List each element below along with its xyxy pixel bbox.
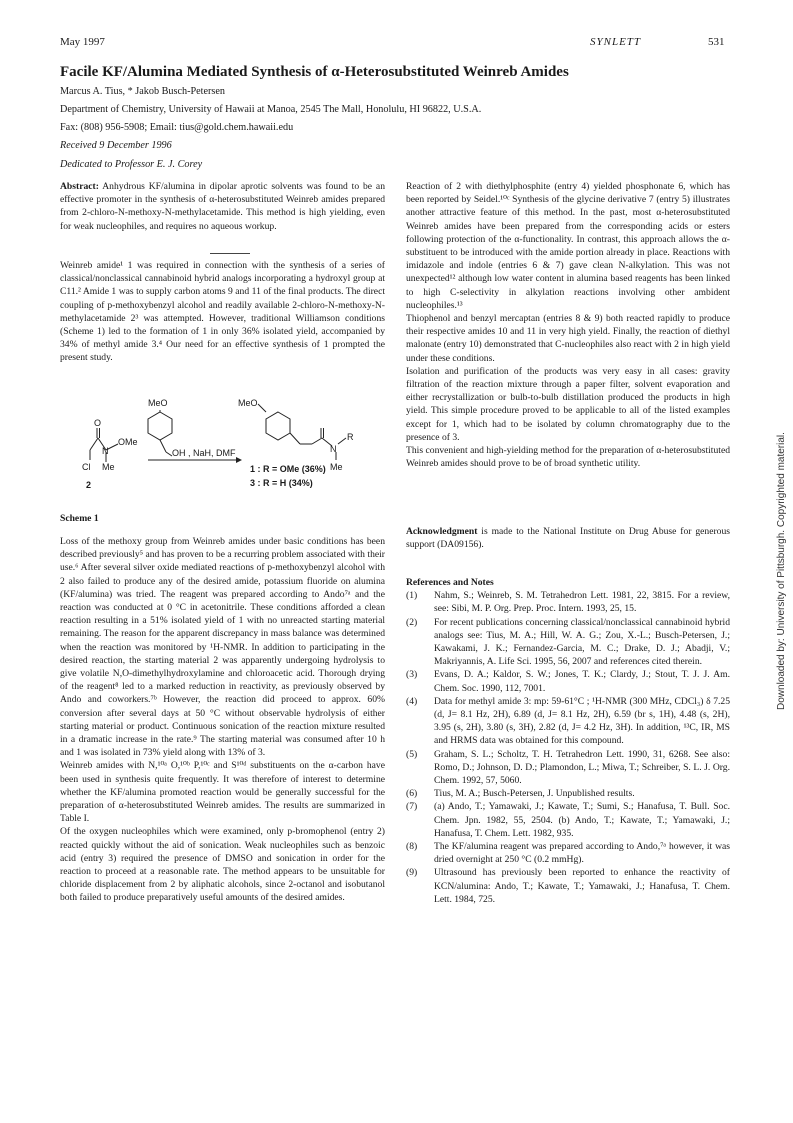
references-title: References and Notes [406,577,494,588]
acknowledgment-text: is made to the National Institute on Drug Abuse for generous support (DA09156). [406,526,730,551]
scheme-1-figure [60,390,390,500]
acknowledgment-label: Acknowledgment [406,526,478,537]
received-date: Received 9 December 1996 [60,140,172,151]
reagent-meo-label: MeO [148,398,168,408]
header-page-number: 531 [708,36,725,48]
paragraph: This convenient and high-yielding method for the preparation of α-heterosubstituted Weinreb amides should prove to be of broad synthetic utility. [406,445,730,470]
ome-label: OMe [118,437,138,447]
paragraph: Isolation and purification of the products was very easy in all cases: gravity filtration of the reaction mixture through a paper filter, solvent evaporation and either recrystallization or bulb-to-bulb distillation produced the products in high yield. This simple procedure proved to be applicable to all of the listed examples except for 1, which had to be isolated by column chromatography due to the presence of 3. [406,365,730,443]
reference-item: (7) (a) Ando, T.; Yamawaki, J.; Kawate, T.; Sumi, S.; Hanafusa, T. Bull. Soc. Chem. Jpn. 1982, 55, 2504. (b) Ando, T.; Kawate, T.; Yamawaki, J.; Hanafusa, T. Chem. Lett. 1982, 935. [406,801,730,839]
abstract [60,180,385,233]
references-section [406,576,730,906]
paragraph: Reaction of 2 with diethylphosphite (entry 4) yielded phosphonate 6, which has been reported by Seidel.¹⁰ᶜ Synthesis of the glycine derivative 7 (entry 5) illustrates another attractive feature of this method. In the past, most α-heterosubstituted Weinreb amides have been prepared from the corresponding acids or esters following protection of the α-functionality. In contrast, this approach allows the α-substituent to be introduced with the amide portion already in place. Reactions with imidazole and indole (entries 6 & 7) gave clean N-alkylation. This was not unexpected¹² although low water content in alumina based reagents has been linked to high C-selectivity in alkylation reactions involving other ambident nucleophiles.¹³ [406,181,730,311]
product-structure [238,398,354,488]
reference-item: (1) Nahm, S.; Weinreb, S. M. Tetrahedron Lett. 1981, 22, 3815. For a review, see: Sibi, M. P. Org. Prep. Proc. Intern. 1993, 25, 15. [406,590,730,615]
paragraph: Loss of the methoxy group from Weinreb amides under basic conditions has been described previously⁵ and has proven to be a recurring problem associated with their use.⁶ After several silver oxide mediated reactions of p-methoxybenzyl alcohol with 2 also failed to produce any of the desired amide, potassium fluoride on alumina (KF/alumina) was tried. The reagent was prepared according to Ando⁷ᵃ and the reaction was conducted at 0 °C in acetonitrile. These conditions afforded a clean reaction resulting in a 51% isolated yield of 1 with no unreacted starting material remaining. The reason for the apparent discrepancy in mass balance was determined when the reaction was monitored by ¹H-NMR. In addition to participating in the desired reaction, the starting material 2 was apparently undergoing hydrolysis to give volatile N,O-dimethylhydroxylamine and chloroacetic acid. Thorough drying of the reagent⁸ led to a marked reduction in reactivity, as previously observed by Ando and coworkers.⁷ᵇ However, the reaction did proceed to approx. 60% conversion after several days at 50 °C without observable hydrolysis of either starting material or product. Continuous sonication of the reaction mixture resulted in a dramatic increase in the rate.⁹ The starting material was consumed after 10 h and 1 was isolated in 73% yield along with 13% of 3. [60,536,385,759]
reference-item: (9) Ultrasound has previously been reported to enhance the reactivity of KCN/alumina: Ando, T.; Kawate, T.; Yamawaki, J.; Hanafusa, T. Chem. Lett. 1984, 725. [406,867,730,905]
product-3-label: 3 : R = H (34%) [250,478,313,488]
abstract-label: Abstract: [60,181,99,192]
paragraph: Of the oxygen nucleophiles which were examined, only p-bromophenol (entry 2) reacted quickly without the aid of sonication. Weak nucleophiles such as benzoic acid (entry 3) required the presence of DMSO and sonication in order for the reaction to proceed at a reasonable rate. The method appears to be unsuitable for chloride displacement from 2 by aliphatic alcohols, since 2-octanol and isobutanol both failed to produce preparatively useful amounts of the desired amides. [60,826,385,904]
reagent-structure [148,398,172,456]
dedication: Dedicated to Professor E. J. Corey [60,159,203,170]
paragraph: Thiophenol and benzyl mercaptan (entries 8 & 9) both reacted rapidly to produce their respective amides 10 and 11 in very high yield. Finally, the reaction of diethyl malonate (entry 10) demonstrated that C-nucleophiles also react with 2 in high yield under these conditions. [406,313,730,364]
product-nitrogen-label: N [330,444,337,454]
affiliation: Department of Chemistry, University of Hawaii at Manoa, 2545 The Mall, Honolulu, HI 96822, U.S.A. [60,104,482,115]
scheme-label: Scheme 1 [60,513,99,524]
paragraph: Weinreb amide¹ 1 was required in connection with the synthesis of a series of classical/nonclassical cannabinoid hybrid analogs incorporating a hydroxyl group at C11.² Amide 1 was to supply carbon atoms 9 and 11 of the final products. The direct coupling of p-methoxybenzyl alcohol and readily available 2-chloro-N-methoxy-N-methylacetamide 2³ was attempted. However, traditional Williamson conditions (Scheme 1) led to the formation of 1 in only 36% isolated yield, accompanied by 34% of methyl amide 3.⁴ Our need for an effective synthesis of 1 prompted the present study. [60,260,385,364]
abstract-text: Anhydrous KF/alumina in dipolar aprotic solvents was found to be an effective promoter in the synthesis of α-heterosubstituted Weinreb amides prepared from 2-chloro-N-methoxy-N-methylacetamide. This method is high yielding, even for weak nucleophiles, and requires no aqueous workup. [60,181,385,232]
authors: Marcus A. Tius, * Jakob Busch-Petersen [60,86,225,97]
main-text-right [406,180,730,470]
product-r-label: R [347,432,354,442]
reference-item: (3) Evans, D. A.; Kaldor, S. W.; Jones, T. K.; Clardy, J.; Stout, T. J. J. Am. Chem. Soc. 1990, 112, 7001. [406,669,730,694]
product-meo-label: MeO [238,398,258,408]
watermark-text: Downloaded by: University of Pittsburgh. Copyrighted material. [776,432,787,710]
reference-item: (5) Graham, S. L.; Scholtz, T. H. Tetrahedron Lett. 1990, 31, 6268. See also: Romo, D.; Johnson, D. D.; Plamondon, L.; Miwa, T.; Schreiber, S. L. J. Org. Chem. 1992, 57, 5060. [406,748,730,787]
reference-item: (4) Data for methyl amide 3: mp: 59-61°C ; ¹H-NMR (300 MHz, CDCl₃) δ 7.25 (d, J= 8.1 Hz, 2H), 6.89 (d, J= 8.1 Hz, 2H), 6.59 (br s, 1H), 4.48 (s, 2H), 3.95 (s, 2H), 3.80 (s, 3H), 2.82 (d, J= 4.2 Hz, 3H). In addition, ¹³C, IR, MS and HRMS data was obtained for this compound. [406,695,730,747]
header-date: May 1997 [60,36,105,48]
acknowledgment [406,525,730,551]
reaction-conditions: OH , NaH, DMF [172,448,236,458]
compound-2-label: 2 [86,480,92,490]
chloro-label: Cl [82,462,91,472]
reference-item: (6) Tius, M. A.; Busch-Petersen, J. Unpublished results. [406,788,635,800]
oxygen-label: O [94,418,102,428]
methyl-label: Me [102,462,115,472]
reference-item: (8) The KF/alumina reagent was prepared according to Ando,⁷ᵃ however, it was dried overnight at 250 °C (0.2 mmHg). [406,841,730,866]
download-watermark [776,432,790,1070]
paper-title: Facile KF/Alumina Mediated Synthesis of α-Heterosubstituted Weinreb Amides [60,64,569,80]
reference-item: (2) For recent publications concerning classical/nonclassical cannabinoid hybrid analogs see: Tius, M. A.; Hill, W. A. G.; Zou, X.-L.; Busch-Petersen, J.; Kawakami, J. K.; Fernandez-Garcia, M. C.; Drake, D. J.; Abadji, V.; Makriyannis, A. Life Sci. 1995, 56, 2007 and references cited therein. [406,616,730,668]
intro-section [60,259,385,365]
divider [210,253,250,254]
product-methyl-label: Me [330,462,343,472]
nitrogen-label: N [102,446,109,456]
product-1-label: 1 : R = OMe (36%) [250,464,326,474]
paragraph: Weinreb amides with N,¹⁰ᵃ O,¹⁰ᵇ P,¹⁰ᶜ and S¹⁰ᵈ substituents on the α-carbon have been used in synthesis quite frequently. It was therefore of interest to determine whether the KF/alumina promoted reaction would be generally successful for the preparation of α-heterosubstituted Weinreb amides. The results are summarized in Table I. [60,760,385,825]
contact-info: Fax: (808) 956-5908; Email: tius@gold.chem.hawaii.edu [60,122,294,133]
compound-2-structure [82,418,138,490]
header-journal: SYNLETT [590,36,642,48]
main-text-left [60,535,385,905]
